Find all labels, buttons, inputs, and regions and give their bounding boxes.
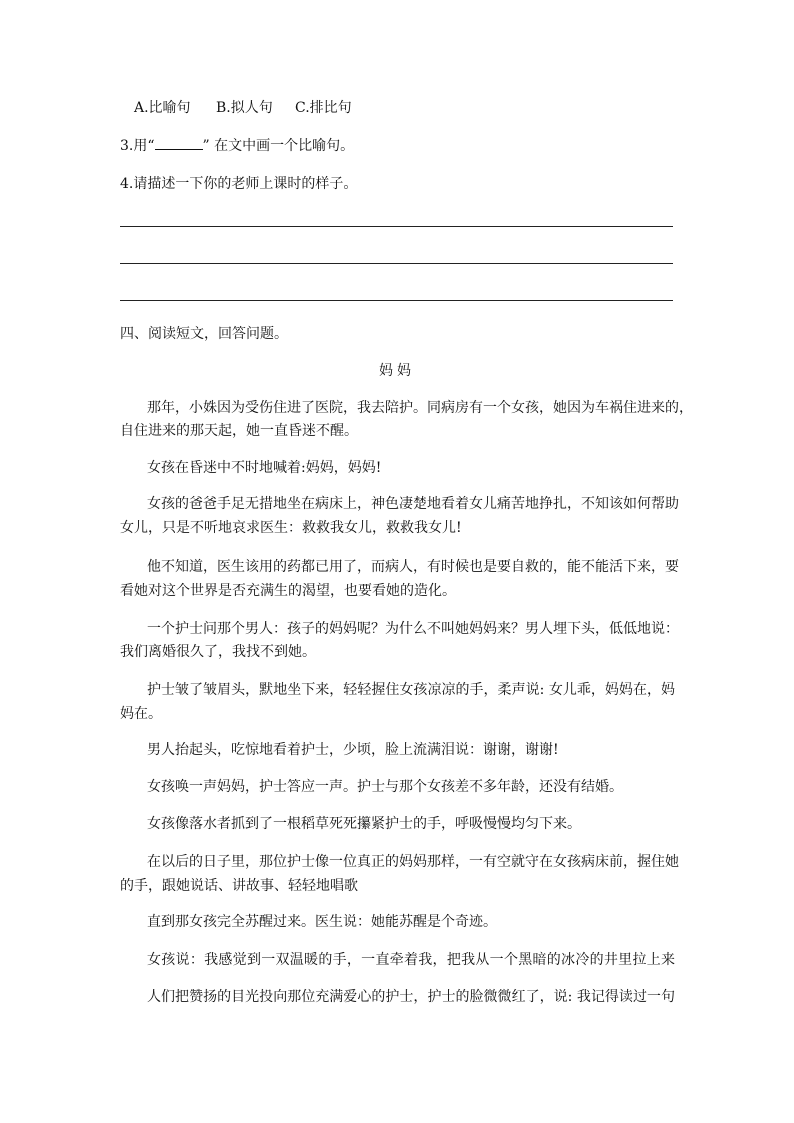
section-heading: 四、阅读短文，回答问题。 bbox=[120, 326, 288, 342]
option-b: B.拟人句 bbox=[216, 100, 273, 116]
passage-line: 护士皱了皱眉头，默地坐下来，轻轻握住女孩凉凉的手，柔声说: 女儿乖，妈妈在，妈 bbox=[147, 682, 675, 698]
passage-line: 男人抬起头，吃惊地看着护士，少顷，脸上流满泪说：谢谢，谢谢! bbox=[147, 742, 559, 758]
answer-line-3 bbox=[120, 300, 673, 301]
question-4: 4.请描述一下你的老师上课时的样子。 bbox=[120, 176, 358, 192]
answer-line-1 bbox=[120, 226, 673, 227]
passage-line: 看她对这个世界是否充满生的渴望，也要看她的造化。 bbox=[120, 583, 456, 599]
passage-line: 女孩说：我感觉到一双温暖的手，一直牵着我，把我从一个黑暗的冰冷的井里拉上来 bbox=[147, 952, 675, 968]
passage-title: 妈妈 bbox=[379, 363, 415, 379]
passage-line: 一个护士问那个男人：孩子的妈妈呢？为什么不叫她妈妈来？男人埋下头，低低地说： bbox=[147, 621, 679, 637]
passage-line: 女孩在昏迷中不时地喊着:妈妈，妈妈! bbox=[147, 460, 382, 476]
passage-line: 女孩像落水者抓到了一根稻草死死攥紧护士的手，呼吸慢慢均匀下来。 bbox=[147, 816, 581, 832]
passage-line: 女孩的爸爸手足无措地坐在病床上，神色凄楚地看着女儿痛苦地挣扎，不知该如何帮助 bbox=[147, 496, 679, 512]
question-3 bbox=[120, 136, 675, 156]
question-3-suffix: ” 在文中画一个比喻句。 bbox=[202, 138, 355, 154]
passage-line: 在以后的日子里，那位护士像一位真正的妈妈那样，一有空就守在女孩病床前，握住她 bbox=[147, 854, 679, 870]
answer-line-2 bbox=[120, 263, 673, 264]
passage-line: 直到那女孩完全苏醒过来。医生说：她能苏醒是个奇迹。 bbox=[147, 914, 497, 930]
passage-line: 的手，跟她说话、讲故事、轻轻地唱歌 bbox=[120, 878, 358, 894]
passage-line: 人们把赞扬的目光投向那位充满爱心的护士，护士的脸微微红了，说: 我记得读过一句 bbox=[147, 989, 675, 1005]
passage-line: 我们离婚很久了，我找不到她。 bbox=[120, 644, 316, 660]
passage-line: 他不知道，医生该用的药都已用了，而病人，有时候也是要自救的，能不能活下来，要 bbox=[147, 559, 679, 575]
option-c: C.排比句 bbox=[295, 100, 352, 116]
passage-line: 那年，小姝因为受伤住进了医院，我去陪护。同病房有一个女孩，她因为车祸住进来的， bbox=[147, 400, 693, 416]
question-3-prefix: 3.用“ bbox=[120, 138, 155, 154]
answer-blank bbox=[155, 137, 203, 150]
option-a: A.比喻句 bbox=[134, 100, 191, 116]
passage-line: 妈在。 bbox=[120, 706, 162, 722]
passage-line: 女儿，只是不听地哀求医生：救救我女儿，救救我女儿! bbox=[120, 520, 462, 536]
passage-line: 自住进来的那天起，她一直昏迷不醒。 bbox=[120, 423, 358, 439]
passage-line: 女孩唤一声妈妈，护士答应一声。护士与那个女孩差不多年龄，还没有结婚。 bbox=[147, 779, 623, 795]
